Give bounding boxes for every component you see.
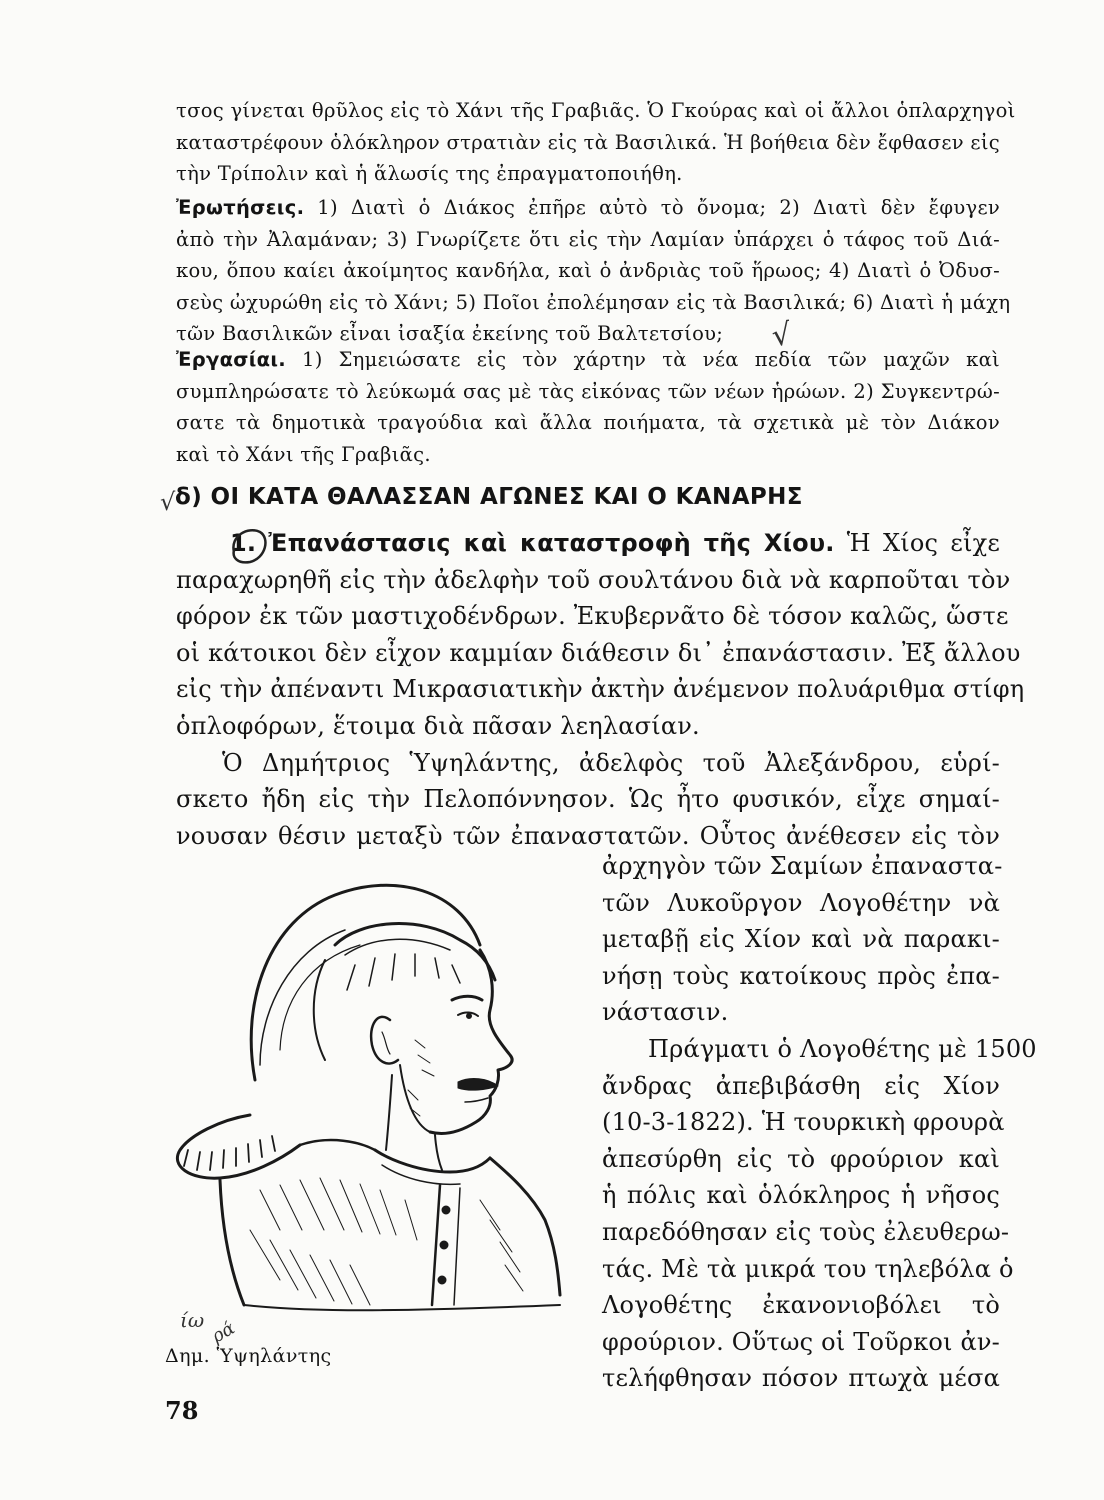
text-line: Λογοθέτης ἐκανονιοβόλει τὸ (602, 1291, 1000, 1320)
text-line: εἰς τὴν ἀπέναντι Μικρασιατικὴν ἀκτὴν ἀνέμενον πολυάριθμα στίφη (176, 675, 1025, 704)
text-line: παρεδόθησαν εἰς τοὺς ἐλευθερω- (602, 1217, 1010, 1246)
text-line: νάστασιν. (602, 998, 729, 1027)
handwritten-check-mark: √ (160, 488, 176, 516)
text-line-content: 1) Διατὶ ὁ Διάκος ἐπῆρε αὐτὸ τὸ ὄνομα; 2) Διατὶ δὲν ἔφυγεν (317, 196, 1001, 219)
questions-paragraph (176, 192, 1011, 350)
subsection-title: Ἐπανάστασις καὶ καταστροφὴ τῆς Χίου. (268, 529, 835, 557)
handwritten-note: ίω (180, 1308, 205, 1332)
page-number: 78 (165, 1396, 199, 1425)
text-line: τὴν Τρίπολιν καὶ ἡ ἅλωσίς της ἐπραγματοποιήθη. (176, 162, 683, 185)
text-line: τσος γίνεται θρῦλος εἰς τὸ Χάνι τῆς Γραβιᾶς. Ὁ Γκούρας καὶ οἱ ἄλλοι ὁπλαρχηγοὶ (176, 99, 1016, 122)
text-line: Ὁ Δημήτριος Ὑψηλάντης, ἀδελφὸς τοῦ Ἀλεξάνδρου, εὑρί- (222, 748, 1000, 777)
portrait-illustration (160, 850, 600, 1320)
handwritten-note: ρά (208, 1317, 239, 1348)
subsection-number: 1. (230, 529, 257, 557)
text-line (176, 192, 1000, 224)
text-line: τελήφθησαν πόσον πτωχὰ μέσα (602, 1364, 1000, 1393)
text-line: σεὺς ὠχυρώθη εἰς τὸ Χάνι; 5) Ποῖοι ἐπολέμησαν εἰς τὰ Βασιλικά; 6) Διατὶ ἡ μάχη (176, 290, 1011, 314)
text-line-content: Ἡ Χίος εἶχε (846, 529, 1000, 557)
text-line: τῶν Βασιλικῶν εἶναι ἰσαξία ἐκείνης τοῦ Βαλτετσίου; (176, 322, 724, 345)
text-line: καὶ τὸ Χάνι τῆς Γραβιᾶς. (176, 442, 431, 466)
text-line: ἀρχηγὸν τῶν Σαμίων ἐπαναστα- (602, 852, 1003, 880)
section-heading: δ) ΟΙ ΚΑΤΑ ΘΑΛΑΣΣΑΝ ΑΓΩΝΕΣ ΚΑΙ Ο ΚΑΝΑΡΗΣ (175, 484, 803, 510)
handwritten-check-mark: √ (769, 316, 794, 355)
text-line: ἀπεσύρθη εἰς τὸ φρούριον καὶ (602, 1144, 1000, 1173)
text-line: φόρον ἐκ τῶν μαστιχοδένδρων. Ἐκυβερνᾶτο δὲ τόσον καλῶς, ὥστε (176, 602, 1009, 631)
intro-paragraph (176, 95, 1016, 190)
text-line-content: 1) Σημειώσατε εἰς τὸν χάρτην τὰ νέα πεδία τῶν μαχῶν καὶ (301, 348, 1001, 371)
text-line: παραχωρηθῆ εἰς τὴν ἀδελφὴν τοῦ σουλτάνου διὰ νὰ καρποῦται τὸν (176, 565, 1011, 594)
text-line: νουσαν θέσιν μεταξὺ τῶν ἐπαναστατῶν. Οὗτος ἀνέθεσεν εἰς τὸν (176, 821, 1000, 850)
text-line (176, 344, 1000, 376)
tasks-label: Ἐργασίαι. (176, 348, 286, 371)
main-text (176, 525, 1025, 854)
tasks-paragraph (176, 344, 1000, 470)
subsection-line (176, 525, 1000, 562)
text-line: ἡ πόλις καὶ ὁλόκληρος ἡ νῆσος (602, 1181, 1000, 1210)
text-line: σκετο ἤδη εἰς τὴν Πελοπόννησον. Ὡς ἦτο φυσικόν, εἶχε σημαί- (176, 785, 1000, 814)
text-line: τῶν Λυκοῦργον Λογοθέτην νὰ (602, 888, 1000, 917)
text-line: συμπληρώσατε τὸ λεύκωμά σας μὲ τὰς εἰκόνας τῶν νέων ἡρώων. 2) Συγκεντρώ- (176, 379, 1000, 403)
text-line: ἀπὸ τὴν Ἀλαμάναν; 3) Γνωρίζετε ὅτι εἰς τὴν Λαμίαν ὑπάρχει ὁ τάφος τοῦ Διά- (176, 227, 1000, 251)
text-line: μεταβῇ εἰς Χίον καὶ νὰ παρακι- (602, 925, 1000, 954)
text-line: νήσῃ τοὺς κατοίκους πρὸς ἐπα- (602, 961, 1000, 990)
questions-label: Ἐρωτήσεις. (176, 196, 305, 219)
text-line: τάς. Μὲ τὰ μικρά του τηλεβόλα ὁ (602, 1254, 1014, 1283)
text-line: ἄνδρας ἀπεβιβάσθη εἰς Χίον (602, 1071, 1000, 1100)
text-line: κου, ὅπου καίει ἀκοίμητος κανδήλα, καὶ ὁ ἀνδριὰς τοῦ ἥρωος; 4) Διατὶ ὁ Ὀδυσ- (176, 259, 1000, 282)
text-line: καταστρέφουν ὁλόκληρον στρατιὰν εἰς τὰ Βασιλικά. Ἡ βοήθεια δὲν ἔφθασεν εἰς (176, 130, 1000, 154)
text-line: Πράγματι ὁ Λογοθέτης μὲ 1500 (648, 1034, 1037, 1063)
text-line: οἱ κάτοικοι δὲν εἶχον καμμίαν διάθεσιν δι᾿ ἐπανάστασιν. Ἐξ ἄλλου (176, 638, 1021, 667)
text-line: (10-3-1822). Ἡ τουρκικὴ φρουρὰ (602, 1108, 1005, 1137)
narrow-column-text (602, 848, 1037, 1397)
text-line: φρούριον. Οὕτως οἱ Τοῦρκοι ἀν- (602, 1327, 1000, 1356)
text-line: σατε τὰ δημοτικὰ τραγούδια καὶ ἄλλα ποιήματα, τὰ σχετικὰ μὲ τὸν Διάκον (176, 411, 1000, 434)
handwritten-circle-mark (226, 522, 272, 568)
portrait-caption: Δημ. Ὑψηλάντης (165, 1345, 332, 1367)
text-line: ὁπλοφόρων, ἕτοιμα διὰ πᾶσαν λεηλασίαν. (176, 711, 700, 740)
